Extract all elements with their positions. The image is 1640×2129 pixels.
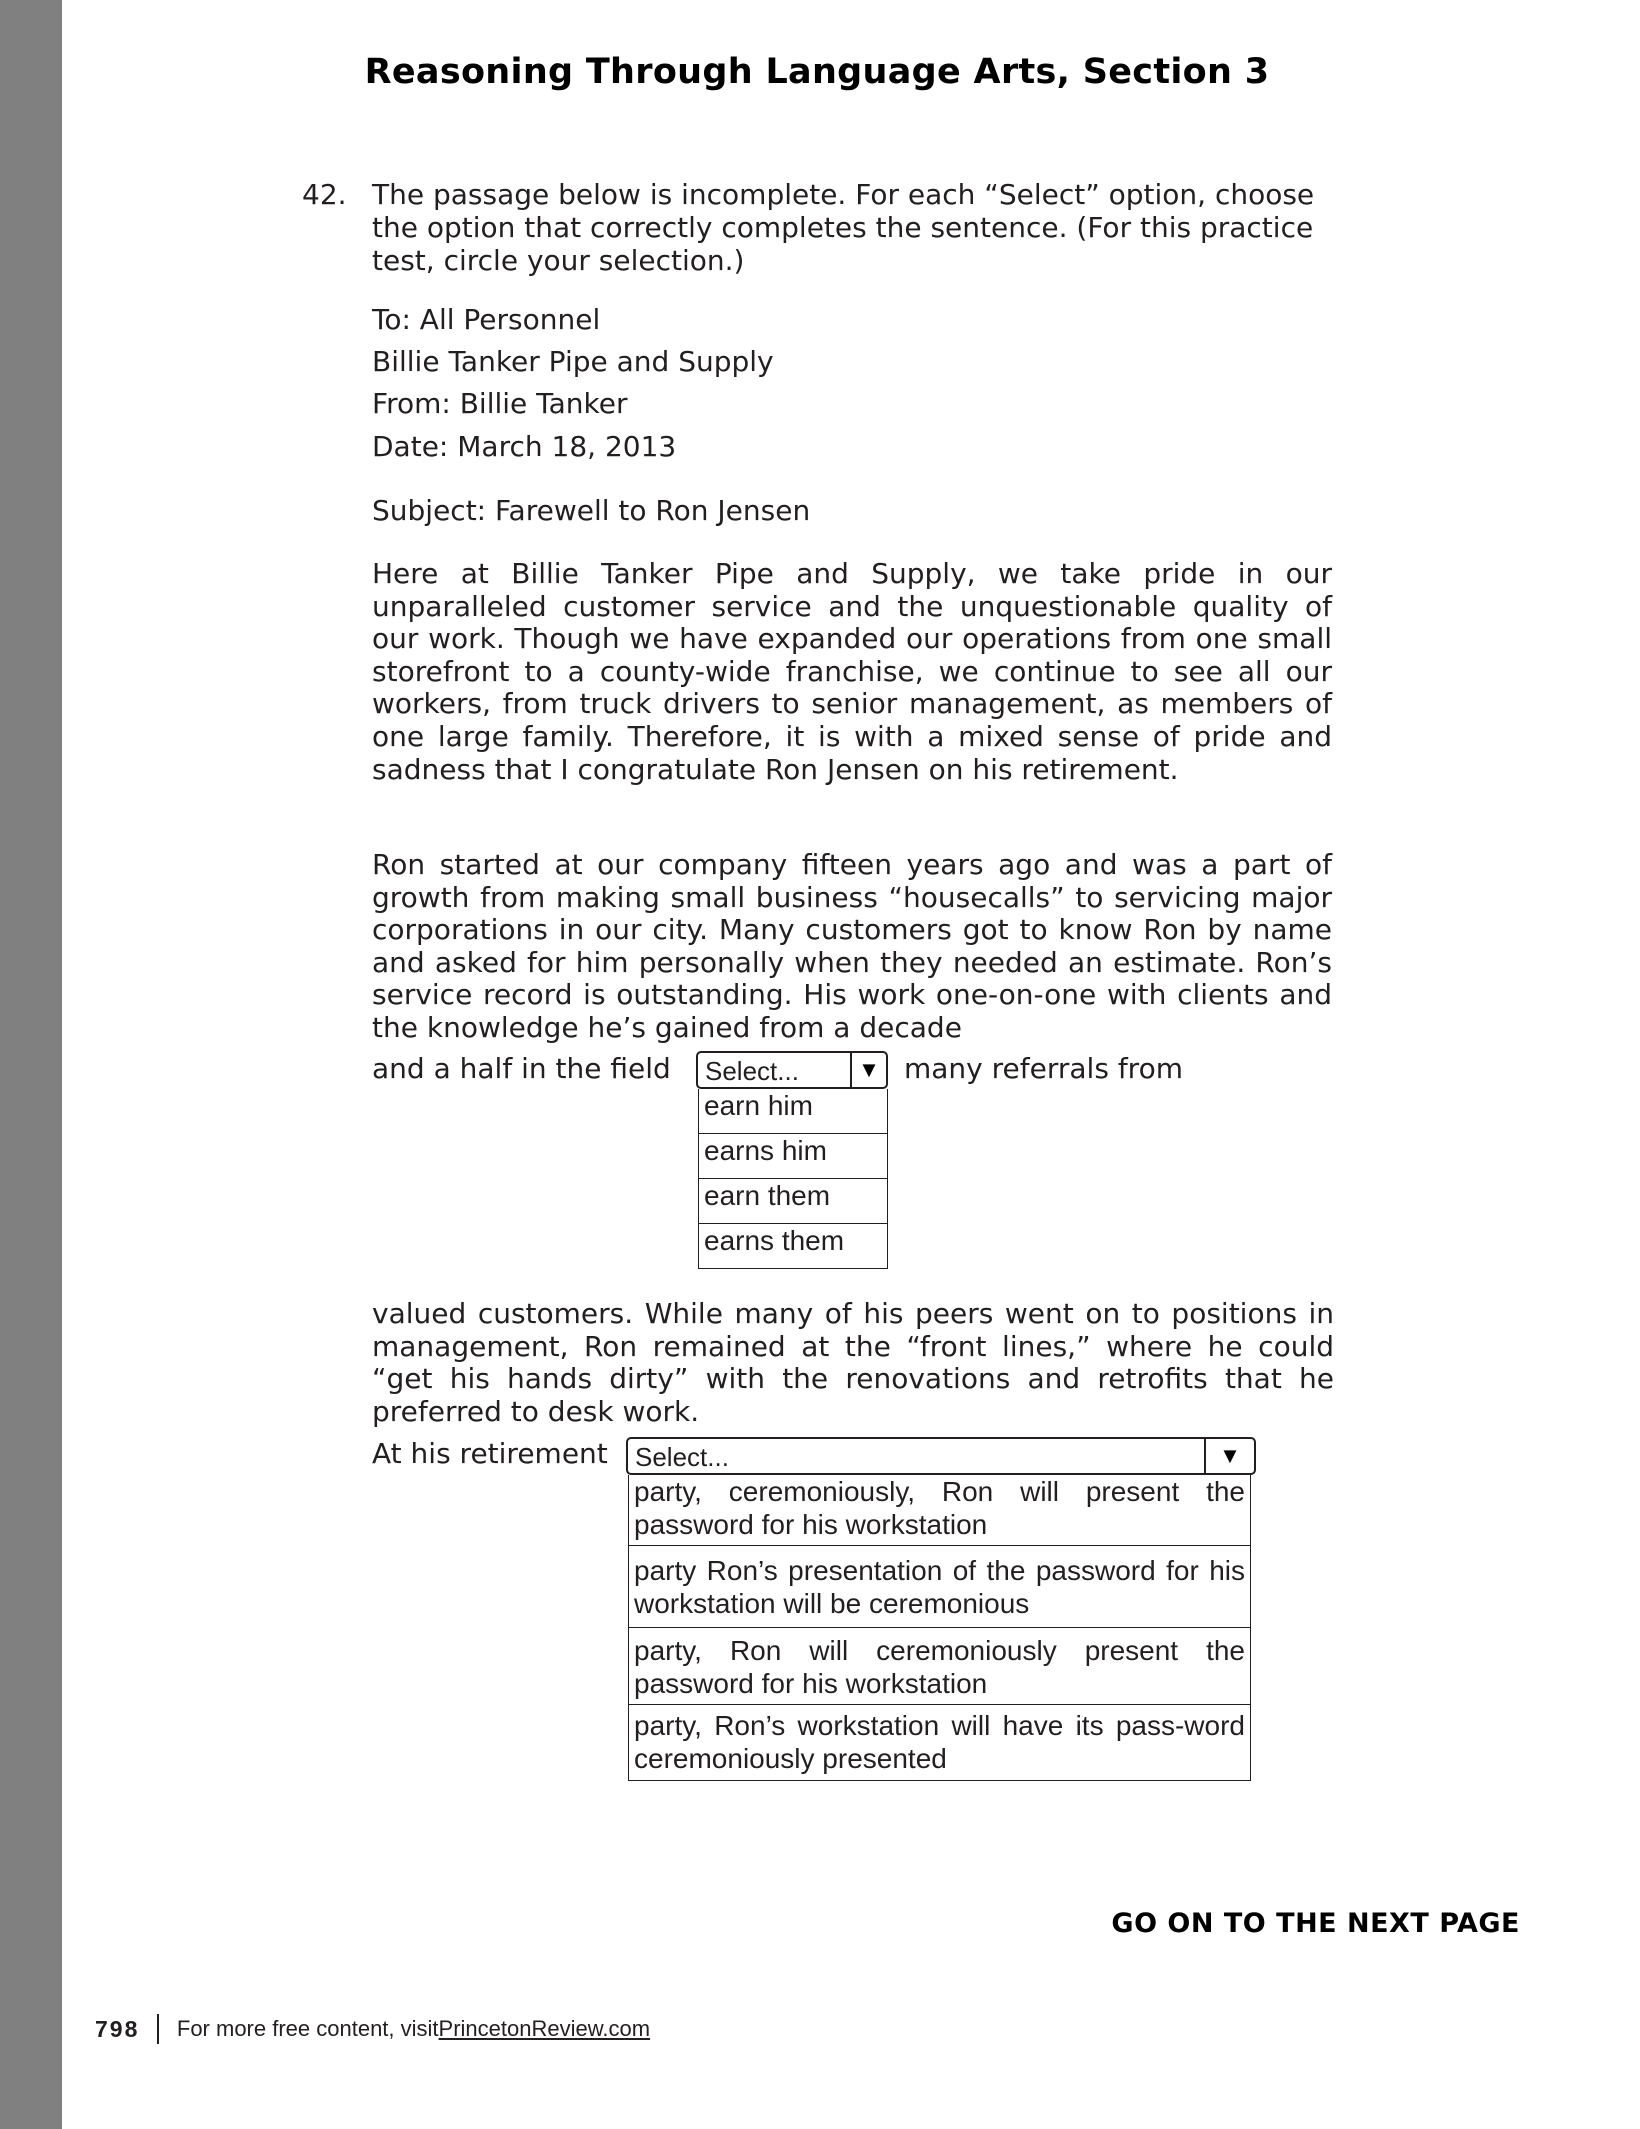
- select1-option-1[interactable]: earn him: [699, 1089, 887, 1134]
- page-title: Reasoning Through Language Arts, Section 3: [364, 52, 1270, 92]
- page-number: 798: [95, 2015, 140, 2042]
- select2-lead-text: At his retirement: [372, 1437, 608, 1470]
- select2-dropdown[interactable]: [626, 1437, 1256, 1475]
- select1-lead-text: and a half in the field: [372, 1052, 671, 1085]
- question-number: 42.: [302, 178, 347, 211]
- select1-options: [698, 1089, 888, 1269]
- select2-option-4[interactable]: party, Ron’s workstation will have its pass-word ceremoniously presented: [629, 1705, 1250, 1781]
- select1-option-3[interactable]: earn them: [699, 1179, 887, 1224]
- memo-subject: Subject: Farewell to Ron Jensen: [372, 494, 811, 527]
- memo-from: From: Billie Tanker: [372, 387, 628, 420]
- select2-options: [628, 1475, 1251, 1781]
- select1-dropdown[interactable]: [696, 1051, 888, 1089]
- memo-paragraph-3: valued customers. While many of his peers went on to positions in management, Ron remained at the “front lines,” where he could “get his hands dirty” with the renovations and retrofits that he preferred to desk work.: [372, 1297, 1334, 1428]
- select1-placeholder: Select...: [705, 1056, 799, 1086]
- chevron-down-icon[interactable]: ▼: [1204, 1439, 1254, 1473]
- memo-company: Billie Tanker Pipe and Supply: [372, 345, 774, 378]
- memo-to: To: All Personnel: [372, 303, 601, 336]
- select1-option-4[interactable]: earns them: [699, 1224, 887, 1269]
- select2-option-3[interactable]: party, Ron will ceremoniously present the password for his workstation: [629, 1628, 1250, 1705]
- memo-paragraph-1: Here at Billie Tanker Pipe and Supply, we take pride in our unparalleled customer service and the unquestionable quality of our work. Though we have expanded our operations from one small storefront to a county-wide franchise, we continue to see all our workers, from truck drivers to senior management, as members of one large family. Therefore, it is with a mixed sense of pride and sadness that I congratulate Ron Jensen on his retirement.: [372, 557, 1332, 786]
- select2-placeholder: Select...: [635, 1442, 729, 1472]
- select2-option-2[interactable]: party Ron’s presentation of the password for his workstation will be ceremonious: [629, 1546, 1250, 1628]
- memo-paragraph-2: Ron started at our company fifteen years ago and was a part of growth from making small business “housecalls” to servicing major corporations in our city. Many customers got to know Ron by name and asked for him personally when they needed an estimate. Ron’s service record is outstanding. His work one-on-one with clients and the knowledge he’s gained from a decade: [372, 848, 1332, 1044]
- select2-option-1[interactable]: party, ceremoniously, Ron will present the password for his workstation: [629, 1475, 1250, 1546]
- footer-link[interactable]: PrincetonReview.com: [438, 2016, 651, 2041]
- question-prompt: The passage below is incomplete. For each “Select” option, choose the option that correctly completes the sentence. (For this practice test, circle your selection.): [372, 178, 1315, 277]
- select1-trail-text: many referrals from: [904, 1052, 1183, 1085]
- memo-date: Date: March 18, 2013: [372, 430, 677, 463]
- footer-divider: [157, 2014, 159, 2044]
- next-page-label: GO ON TO THE NEXT PAGE: [1111, 1908, 1520, 1939]
- footer: [95, 2014, 650, 2044]
- chevron-down-icon[interactable]: ▼: [850, 1053, 886, 1087]
- side-bar: [0, 0, 62, 2129]
- footer-text: For more free content, visit: [176, 2016, 439, 2041]
- select1-option-2[interactable]: earns him: [699, 1134, 887, 1179]
